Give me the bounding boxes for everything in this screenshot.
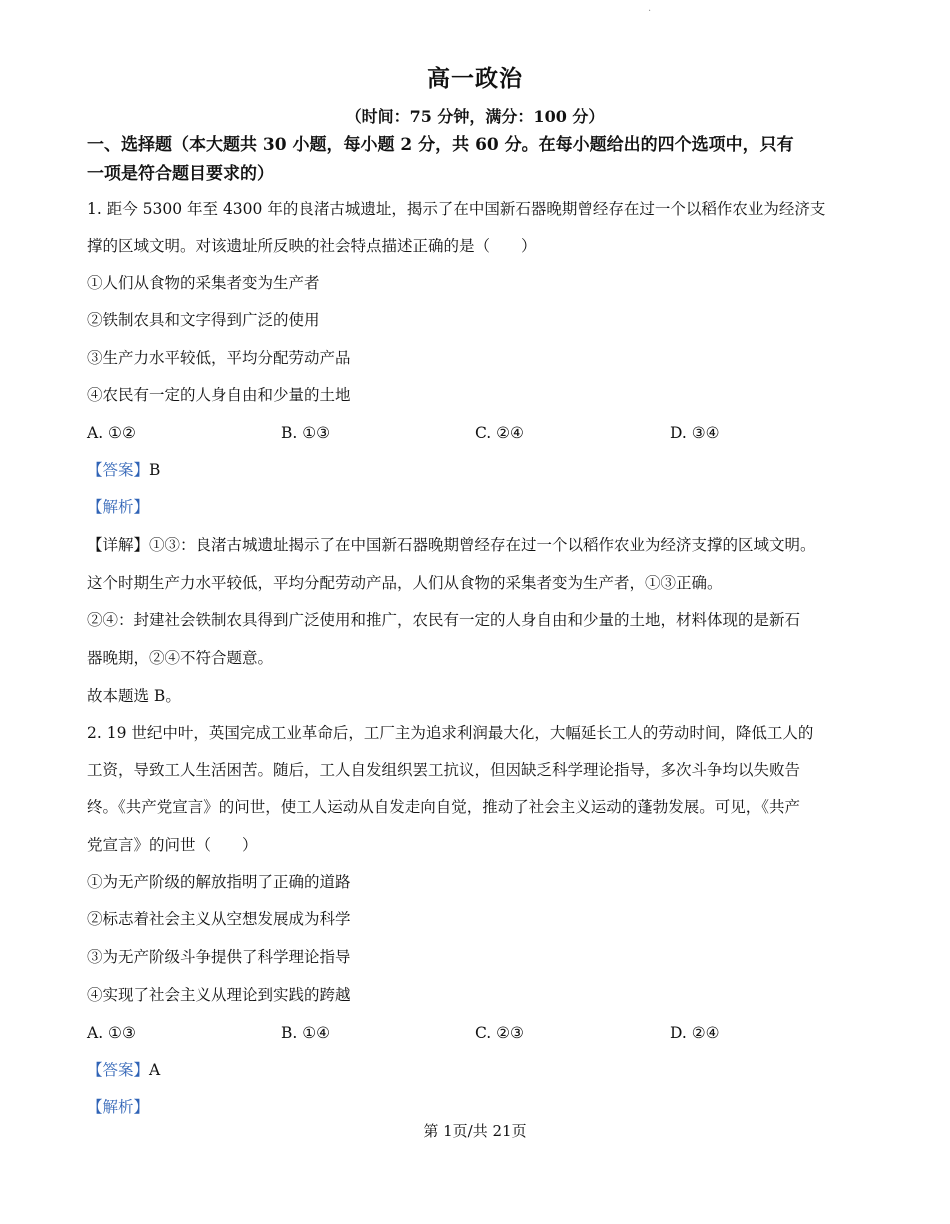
q2-item-1: ①为无产阶级的解放指明了正确的道路 (87, 873, 351, 891)
q2-item-4: ④实现了社会主义从理论到实践的跨越 (87, 986, 351, 1004)
q2-answer (87, 1058, 877, 1082)
q2-stem-line-3: 终。《共产党宣言》的问世，使工人运动从自发走向自觉，推动了社会主义运动的蓬勃发展。可见，《共产 (87, 798, 801, 816)
answer-value: A (149, 1061, 161, 1079)
detail-tag: 【详解】 (87, 536, 150, 554)
corner-dot: · (648, 6, 652, 17)
q2-option-c: C. ②③ (475, 1024, 524, 1042)
page-number: 第 1页/共 21页 (423, 1122, 527, 1140)
section-heading-line-2: 一项是符合题目要求的） (87, 164, 274, 184)
q1-detail-line-2: 这个时期生产力水平较低，平均分配劳动产品，人们从食物的采集者变为生产者，①③正确。 (87, 574, 723, 592)
q2-analysis-tag: 【解析】 (87, 1098, 150, 1116)
answer-tag: 【答案】 (87, 461, 150, 479)
q1-detail-line-4: 器晚期，②④不符合题意。 (87, 649, 274, 667)
q1-detail-line-1 (87, 533, 877, 557)
q2-option-a: A. ①③ (87, 1024, 136, 1042)
q2-option-b: B. ①④ (281, 1024, 331, 1042)
q1-item-3: ③生产力水平较低，平均分配劳动产品 (87, 349, 351, 367)
q1-detail-line-3: ②④：封建社会铁制农具得到广泛使用和推广，农民有一定的人身自由和少量的土地，材料体现的是新石 (87, 611, 801, 629)
q1-option-d: D. ③④ (670, 424, 720, 442)
detail-text: ①③：良渚古城遗址揭示了在中国新石器晚期曾经存在过一个以稻作农业为经济支撑的区域文明。 (149, 536, 816, 554)
answer-value: B (149, 461, 161, 479)
exam-info: （时间：75 分钟，满分：100 分） (345, 107, 605, 126)
q1-stem-line-2: 撑的区域文明。对该遗址所反映的社会特点描述正确的是（ ） (87, 237, 537, 255)
page-title: 高一政治 (427, 65, 523, 92)
q2-option-d: D. ②④ (670, 1024, 720, 1042)
q1-option-b: B. ①③ (281, 424, 331, 442)
q2-item-3: ③为无产阶级斗争提供了科学理论指导 (87, 948, 351, 966)
section-heading-line-1: 一、选择题（本大题共 30 小题，每小题 2 分，共 60 分。在每小题给出的四个选项中，只有 (87, 135, 794, 155)
q1-conclusion: 故本题选 B。 (87, 687, 181, 705)
q2-stem-line-1: 2. 19 世纪中叶，英国完成工业革命后，工厂主为追求利润最大化，大幅延长工人的劳动时间，降低工人的 (87, 724, 814, 742)
answer-tag: 【答案】 (87, 1061, 150, 1079)
q1-item-4: ④农民有一定的人身自由和少量的土地 (87, 386, 351, 404)
q1-item-2: ②铁制农具和文字得到广泛的使用 (87, 311, 320, 329)
q2-stem-line-2: 工资，导致工人生活困苦。随后，工人自发组织罢工抗议，但因缺乏科学理论指导，多次斗争均以失败告 (87, 761, 801, 779)
q2-item-2: ②标志着社会主义从空想发展成为科学 (87, 910, 351, 928)
q1-option-a: A. ①② (87, 424, 136, 442)
q1-stem-line-1: 1. 距今 5300 年至 4300 年的良渚古城遗址，揭示了在中国新石器晚期曾经存在过一个以稻作农业为经济支 (87, 200, 826, 218)
q2-stem-line-4: 党宣言》的问世（ ） (87, 836, 258, 854)
q1-answer (87, 458, 877, 482)
q1-analysis-tag: 【解析】 (87, 498, 150, 516)
q1-item-1: ①人们从食物的采集者变为生产者 (87, 274, 320, 292)
q1-option-c: C. ②④ (475, 424, 524, 442)
